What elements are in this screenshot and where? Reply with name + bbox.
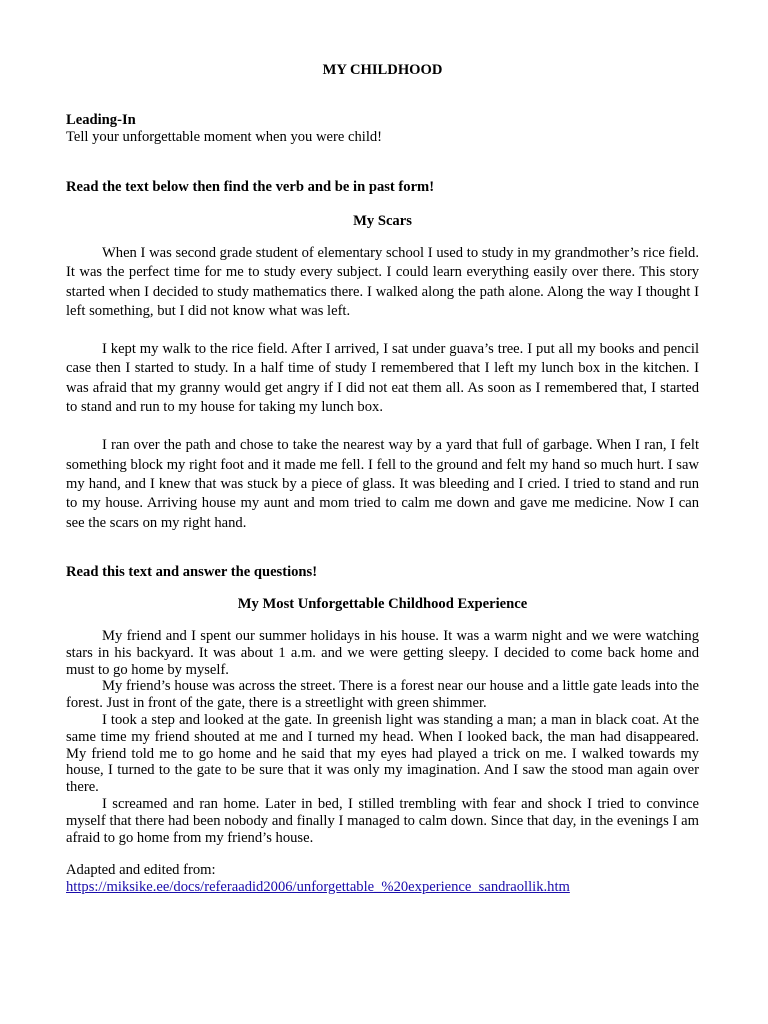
story1-title: My Scars — [353, 213, 412, 229]
story1-paragraph: I ran over the path and chose to take the nearest way by a yard that full of garbage. When I ran, I felt something block my right foot and it made me fell. I fell to the ground and felt my hand so much hurt. I saw my hand, and I knew that was stuck by a piece of glass. It was bleeding and I cried. I tried to stand and run to my house. Arriving house my aunt and mom tried to calm me down and gave me medicine. Now I can see the scars on my right hand. — [66, 437, 699, 531]
source-link[interactable]: https://miksike.ee/docs/referaadid2006/unforgettable_%20experience_sandraollik.htm — [66, 879, 570, 895]
leading-in-prompt: Tell your unforgettable moment when you were child! — [66, 129, 383, 145]
section1-instruction: Read the text below then find the verb and be in past form! — [66, 179, 435, 195]
source-citation — [66, 862, 570, 896]
section2-instruction: Read this text and answer the questions! — [66, 564, 318, 580]
story1-body — [66, 244, 699, 552]
story1-paragraph: When I was second grade student of elementary school I used to study in my grandmother’s rice field. It was the perfect time for me to study every subject. I could learn everything easily over there. This story started when I decided to study mathematics there. I walked along the path alone. Along the way I thought I left something, but I did not know what was left. — [66, 245, 699, 319]
story2-paragraph: My friend and I spent our summer holidays in his house. It was a warm night and we were watching stars in his backyard. It was about 1 a.m. and we were getting sleepy. I decided to come back home and must to go home by myself. — [66, 628, 699, 678]
leading-in-heading: Leading-In — [66, 112, 136, 128]
page-title: MY CHILDHOOD — [322, 62, 443, 78]
story2-body — [66, 628, 699, 846]
story2-paragraph: I screamed and ran home. Later in bed, I stilled trembling with fear and shock I tried to convince myself that there had been nobody and finally I managed to calm down. Since that day, in the evenings I am afraid to go home from my friend’s house. — [66, 795, 699, 846]
story2-title: My Most Unforgettable Childhood Experience — [237, 596, 528, 612]
story2-paragraph: I took a step and looked at the gate. In greenish light was standing a man; a man in black coat. At the same time my friend shouted at me and I turned my head. When I looked back, the man had disappeared. My friend told me to go home and he said that my eyes had played a trick on me. I walked towards my house, I turned to the gate to be sure that it was only my imagination. And I saw the stood man again over there. — [66, 711, 699, 796]
source-label: Adapted and edited from: — [66, 862, 216, 878]
story2-paragraph: My friend’s house was across the street. There is a forest near our house and a little gate leads into the forest. Just in front of the gate, there is a streetlight with green shimmer. — [66, 678, 699, 712]
story1-paragraph: I kept my walk to the rice field. After I arrived, I sat under guava’s tree. I put all my books and pencil case then I started to study. In a half time of study I remembered that I left my lunch box in the kitchen. I was afraid that my granny would get angry if I did not eat them all. As soon as I remembered that, I started to stand and run to my house for taking my lunch box. — [66, 341, 699, 416]
